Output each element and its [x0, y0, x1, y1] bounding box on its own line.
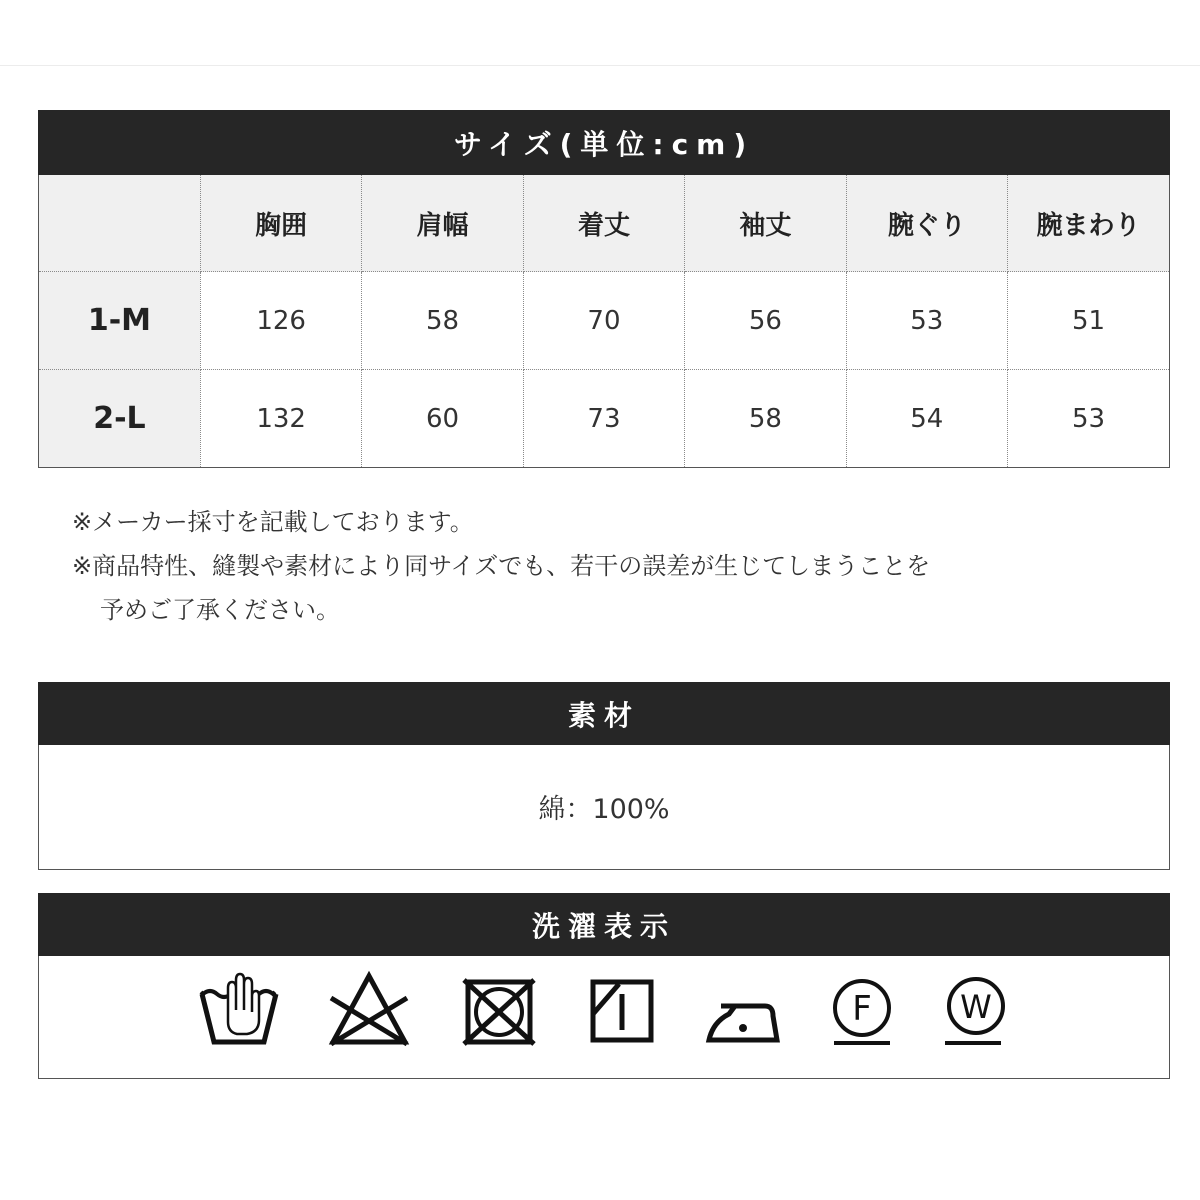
table-cell: 73 — [523, 370, 684, 468]
column-header: 袖丈 — [685, 175, 846, 272]
wet-clean-w-icon — [939, 956, 1007, 1077]
dry-clean-f-icon — [832, 956, 892, 1077]
hand-wash-icon — [197, 956, 281, 1077]
row-label: 1-M — [39, 272, 200, 370]
table-cell: 54 — [846, 370, 1007, 468]
table-row — [39, 370, 1169, 468]
low-iron-icon — [703, 956, 783, 1077]
size-table — [39, 175, 1169, 467]
line-dry-icon — [589, 956, 655, 1077]
table-cell: 126 — [200, 272, 361, 370]
care-icons — [39, 956, 1169, 1077]
table-cell: 60 — [362, 370, 523, 468]
note-line: 予めご了承ください。 — [100, 596, 340, 624]
size-section — [38, 110, 1170, 468]
table-row — [39, 272, 1169, 370]
care-title: 洗濯表示 — [38, 893, 1170, 956]
note-line: ※メーカー採寸を記載しております。 — [72, 508, 474, 536]
table-cell: 53 — [1008, 370, 1169, 468]
table-cell: 56 — [685, 272, 846, 370]
table-cell: 70 — [523, 272, 684, 370]
table-cell: 51 — [1008, 272, 1169, 370]
dry-clean-letter: F — [852, 989, 872, 1029]
table-cell: 53 — [846, 272, 1007, 370]
material-value: 綿：100% — [538, 793, 670, 825]
column-header: 腕まわり — [1008, 175, 1169, 272]
row-label: 2-L — [39, 370, 200, 468]
table-cell: 58 — [685, 370, 846, 468]
column-header: 着丈 — [523, 175, 684, 272]
column-header: 肩幅 — [362, 175, 523, 272]
table-cell: 58 — [362, 272, 523, 370]
column-header: 腕ぐり — [846, 175, 1007, 272]
size-table-title: サイズ(単位:cm) — [38, 110, 1170, 175]
top-divider — [0, 65, 1200, 66]
note-line: ※商品特性、縫製や素材により同サイズでも、若干の誤差が生じてしまうことを — [72, 552, 931, 580]
column-header: 胸囲 — [200, 175, 361, 272]
table-corner-cell — [39, 175, 200, 272]
material-title: 素材 — [38, 682, 1170, 745]
no-tumble-dry-icon — [461, 956, 537, 1077]
size-table-header-row — [39, 175, 1169, 272]
care-section — [38, 893, 1170, 1079]
measurement-notes — [72, 500, 930, 632]
material-section — [38, 682, 1170, 870]
wet-clean-letter: W — [960, 988, 992, 1026]
no-bleach-icon — [327, 956, 411, 1077]
table-cell: 132 — [200, 370, 361, 468]
